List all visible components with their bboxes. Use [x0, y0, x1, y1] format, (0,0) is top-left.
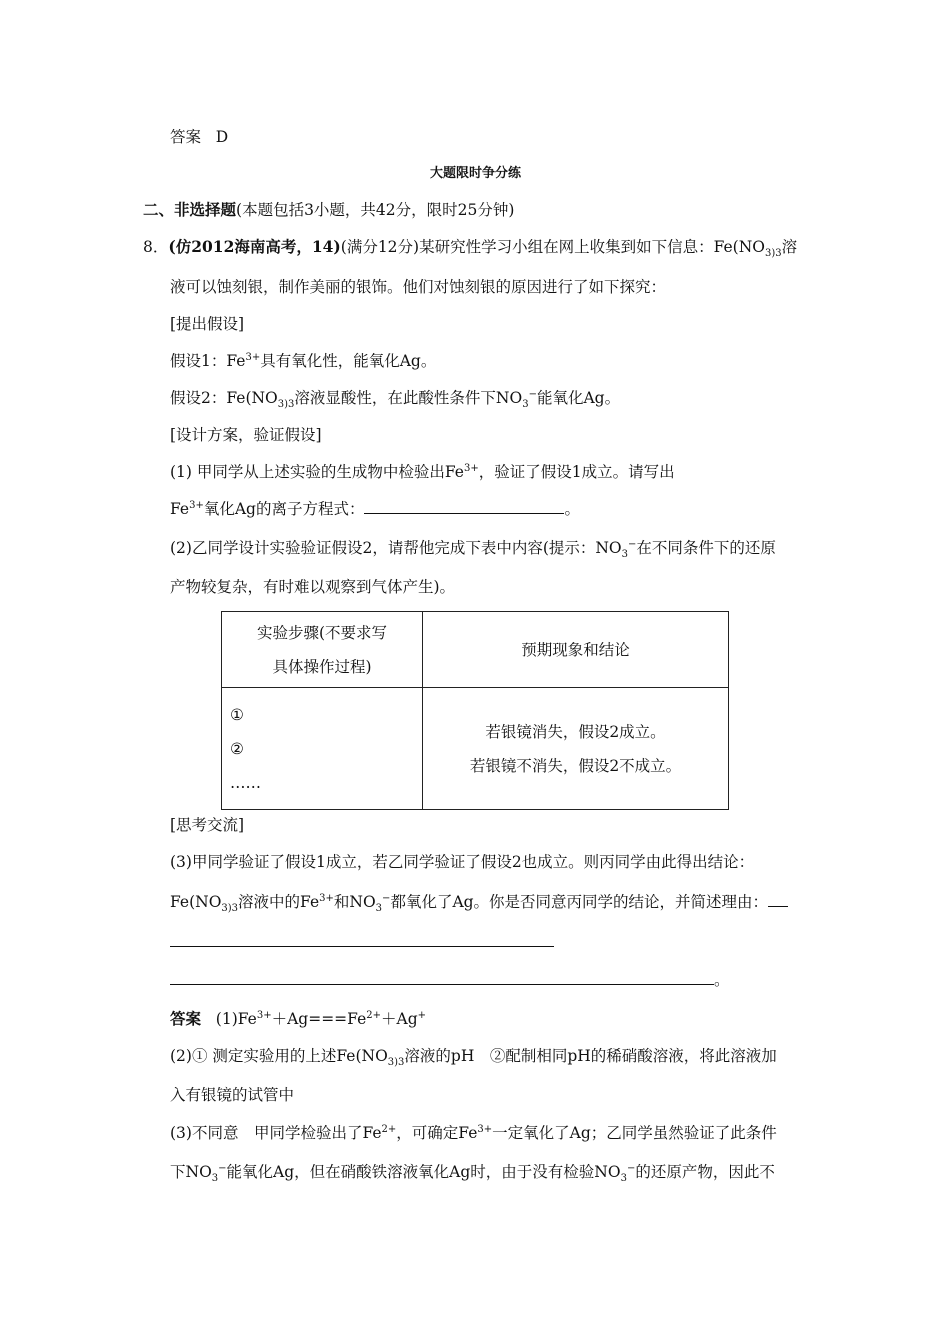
- reason-line-1[interactable]: [170, 932, 554, 952]
- subscript: 3: [231, 903, 239, 915]
- superscript: −: [382, 892, 391, 904]
- text: Fe: [170, 500, 190, 518]
- part-2: [170, 538, 776, 561]
- superscript: 2+: [366, 1009, 382, 1021]
- q8-line1: [143, 237, 798, 260]
- header-steps-line2: 具体操作过程): [272, 657, 372, 676]
- part2-note: (本题包括3小题，共42分，限时25分钟): [236, 201, 515, 219]
- table-header-row: [222, 612, 729, 688]
- text: 和NO: [333, 893, 376, 911]
- answer-label: 答案: [170, 1009, 202, 1028]
- answer-label: 答案: [170, 128, 202, 146]
- reason-blank[interactable]: [170, 932, 554, 947]
- q8-number: 8．: [143, 238, 169, 256]
- subscript: 3: [522, 399, 529, 411]
- header-result: [423, 612, 729, 688]
- text: 一定氧化了Ag；乙同学虽然验证了此条件: [492, 1124, 777, 1142]
- q8-score: (满分12分): [340, 238, 420, 256]
- reason-blank[interactable]: [170, 970, 714, 985]
- reason-line-2[interactable]: [170, 970, 730, 990]
- subscript: 3: [211, 1173, 219, 1185]
- text: ＋Ag===Fe: [271, 1010, 367, 1028]
- answer-part2-line1: [170, 1046, 777, 1069]
- superscript: 2+: [381, 1123, 397, 1135]
- think-heading: [思考交流]: [170, 816, 245, 834]
- text: 具有氧化性，能氧化Ag。: [260, 352, 437, 370]
- subscript: 3: [398, 1057, 405, 1069]
- subscript: 3): [221, 903, 232, 915]
- text: 溶液中的Fe: [238, 893, 320, 911]
- result-2: 若银镜不消失，假设2不成立。: [469, 756, 682, 775]
- steps-cell[interactable]: [222, 688, 423, 810]
- superscript: 3+: [319, 892, 334, 904]
- text: 溶液的pH ②配制相同pH的稀硝酸溶液，将此溶液加: [404, 1047, 777, 1065]
- subscript: 3: [775, 248, 782, 260]
- text: 都氧化了Ag。你是否同意丙同学的结论，并简述理由：: [390, 893, 769, 911]
- equation-answer-blank[interactable]: [364, 499, 564, 514]
- subscript: 3: [375, 903, 383, 915]
- subscript: 3): [765, 248, 776, 260]
- hypothesis-1: [170, 351, 436, 371]
- answer-part1: [170, 1009, 426, 1029]
- text: (2)乙同学设计实验验证假设2，请帮他完成下表中内容(提示：NO: [170, 539, 622, 557]
- part-3: (3)甲同学验证了假设1成立，若乙同学验证了假设2也成立。则丙同学由此得出结论：: [170, 853, 755, 871]
- text: 溶液显酸性，在此酸性条件下NO: [294, 389, 523, 407]
- part-1: [170, 462, 675, 482]
- text: 假设2：Fe(NO: [170, 389, 278, 407]
- part-2-cont: 产物较复杂，有时难以观察到气体产生)。: [170, 578, 456, 596]
- answer-value: D: [215, 128, 229, 146]
- subscript: 3: [620, 1173, 627, 1185]
- text: 。: [564, 500, 580, 518]
- text: 。: [714, 971, 730, 989]
- step-more: ……: [230, 773, 261, 792]
- text: 在不同条件下的还原: [636, 539, 776, 557]
- part-3-cont: [170, 892, 788, 915]
- text: Fe(NO: [170, 893, 222, 911]
- superscript: −: [626, 1162, 636, 1174]
- step-1: ①: [230, 705, 244, 724]
- text: 能氧化Ag，但在硝酸铁溶液氧化Ag时，由于没有检验NO: [226, 1163, 621, 1181]
- superscript: 3+: [256, 1009, 272, 1021]
- results-cell: [423, 688, 729, 810]
- text: 的还原产物，因此不: [635, 1163, 775, 1181]
- raise-hypothesis: [提出假设]: [170, 315, 245, 333]
- text: (1) 甲同学从上述实验的生成物中检验出Fe: [170, 463, 464, 481]
- superscript: 3+: [189, 499, 204, 511]
- subscript: 3): [277, 399, 289, 411]
- q8-intro: 某研究性学习小组在网上收集到如下信息：Fe(NO: [419, 238, 765, 256]
- answer-part3-line2: [170, 1162, 775, 1185]
- header-result-text: 预期现象和结论: [521, 640, 630, 659]
- table-body-row: [222, 688, 729, 810]
- reason-blank-start[interactable]: [768, 892, 788, 907]
- text: 能氧化Ag。: [536, 389, 621, 407]
- subscript: 3): [387, 1057, 399, 1069]
- section-title: 大题限时争分练: [430, 166, 522, 181]
- superscript: 3+: [463, 462, 479, 474]
- step-2: ②: [230, 739, 244, 758]
- superscript: +: [417, 1009, 427, 1021]
- header-steps-line1: 实验步骤(不要求写: [256, 623, 388, 642]
- part2-heading: [143, 200, 514, 220]
- experiment-table: [221, 611, 729, 810]
- text: ，验证了假设1成立。请写出: [478, 463, 675, 481]
- text: (3)不同意 甲同学检验出了Fe: [170, 1124, 382, 1142]
- text: 假设1：Fe: [170, 352, 246, 370]
- text: 下NO: [170, 1163, 212, 1181]
- result-1: 若银镜消失，假设2成立。: [485, 722, 666, 741]
- text: (1)Fe: [215, 1010, 257, 1028]
- q8-intro-tail: 溶: [781, 238, 798, 256]
- superscript: 3+: [245, 351, 261, 363]
- subscript: 3: [621, 549, 629, 561]
- superscript: −: [218, 1162, 227, 1174]
- text: ，可确定Fe: [396, 1124, 478, 1142]
- previous-answer: [170, 127, 228, 147]
- superscript: 3+: [477, 1123, 493, 1135]
- hypothesis-2: [170, 388, 621, 411]
- part-1-equation: [170, 499, 580, 519]
- answer-part2-line2: 入有银镜的试管中: [170, 1086, 295, 1104]
- superscript: −: [628, 538, 637, 550]
- text: ＋Ag: [381, 1010, 418, 1028]
- text: (2)① 测定实验用的上述Fe(NO: [170, 1047, 388, 1065]
- subscript: 3: [288, 399, 295, 411]
- q8-line2: 液可以蚀刻银，制作美丽的银饰。他们对蚀刻银的原因进行了如下探究：: [170, 278, 667, 296]
- q8-source: (仿2012海南高考，14): [168, 237, 341, 256]
- superscript: −: [528, 388, 537, 400]
- design-heading: [设计方案，验证假设]: [170, 426, 322, 444]
- header-steps: [222, 612, 423, 688]
- answer-part3-line1: [170, 1123, 777, 1143]
- part2-title: 二、非选择题: [143, 200, 237, 219]
- text: 氧化Ag的离子方程式：: [203, 500, 365, 518]
